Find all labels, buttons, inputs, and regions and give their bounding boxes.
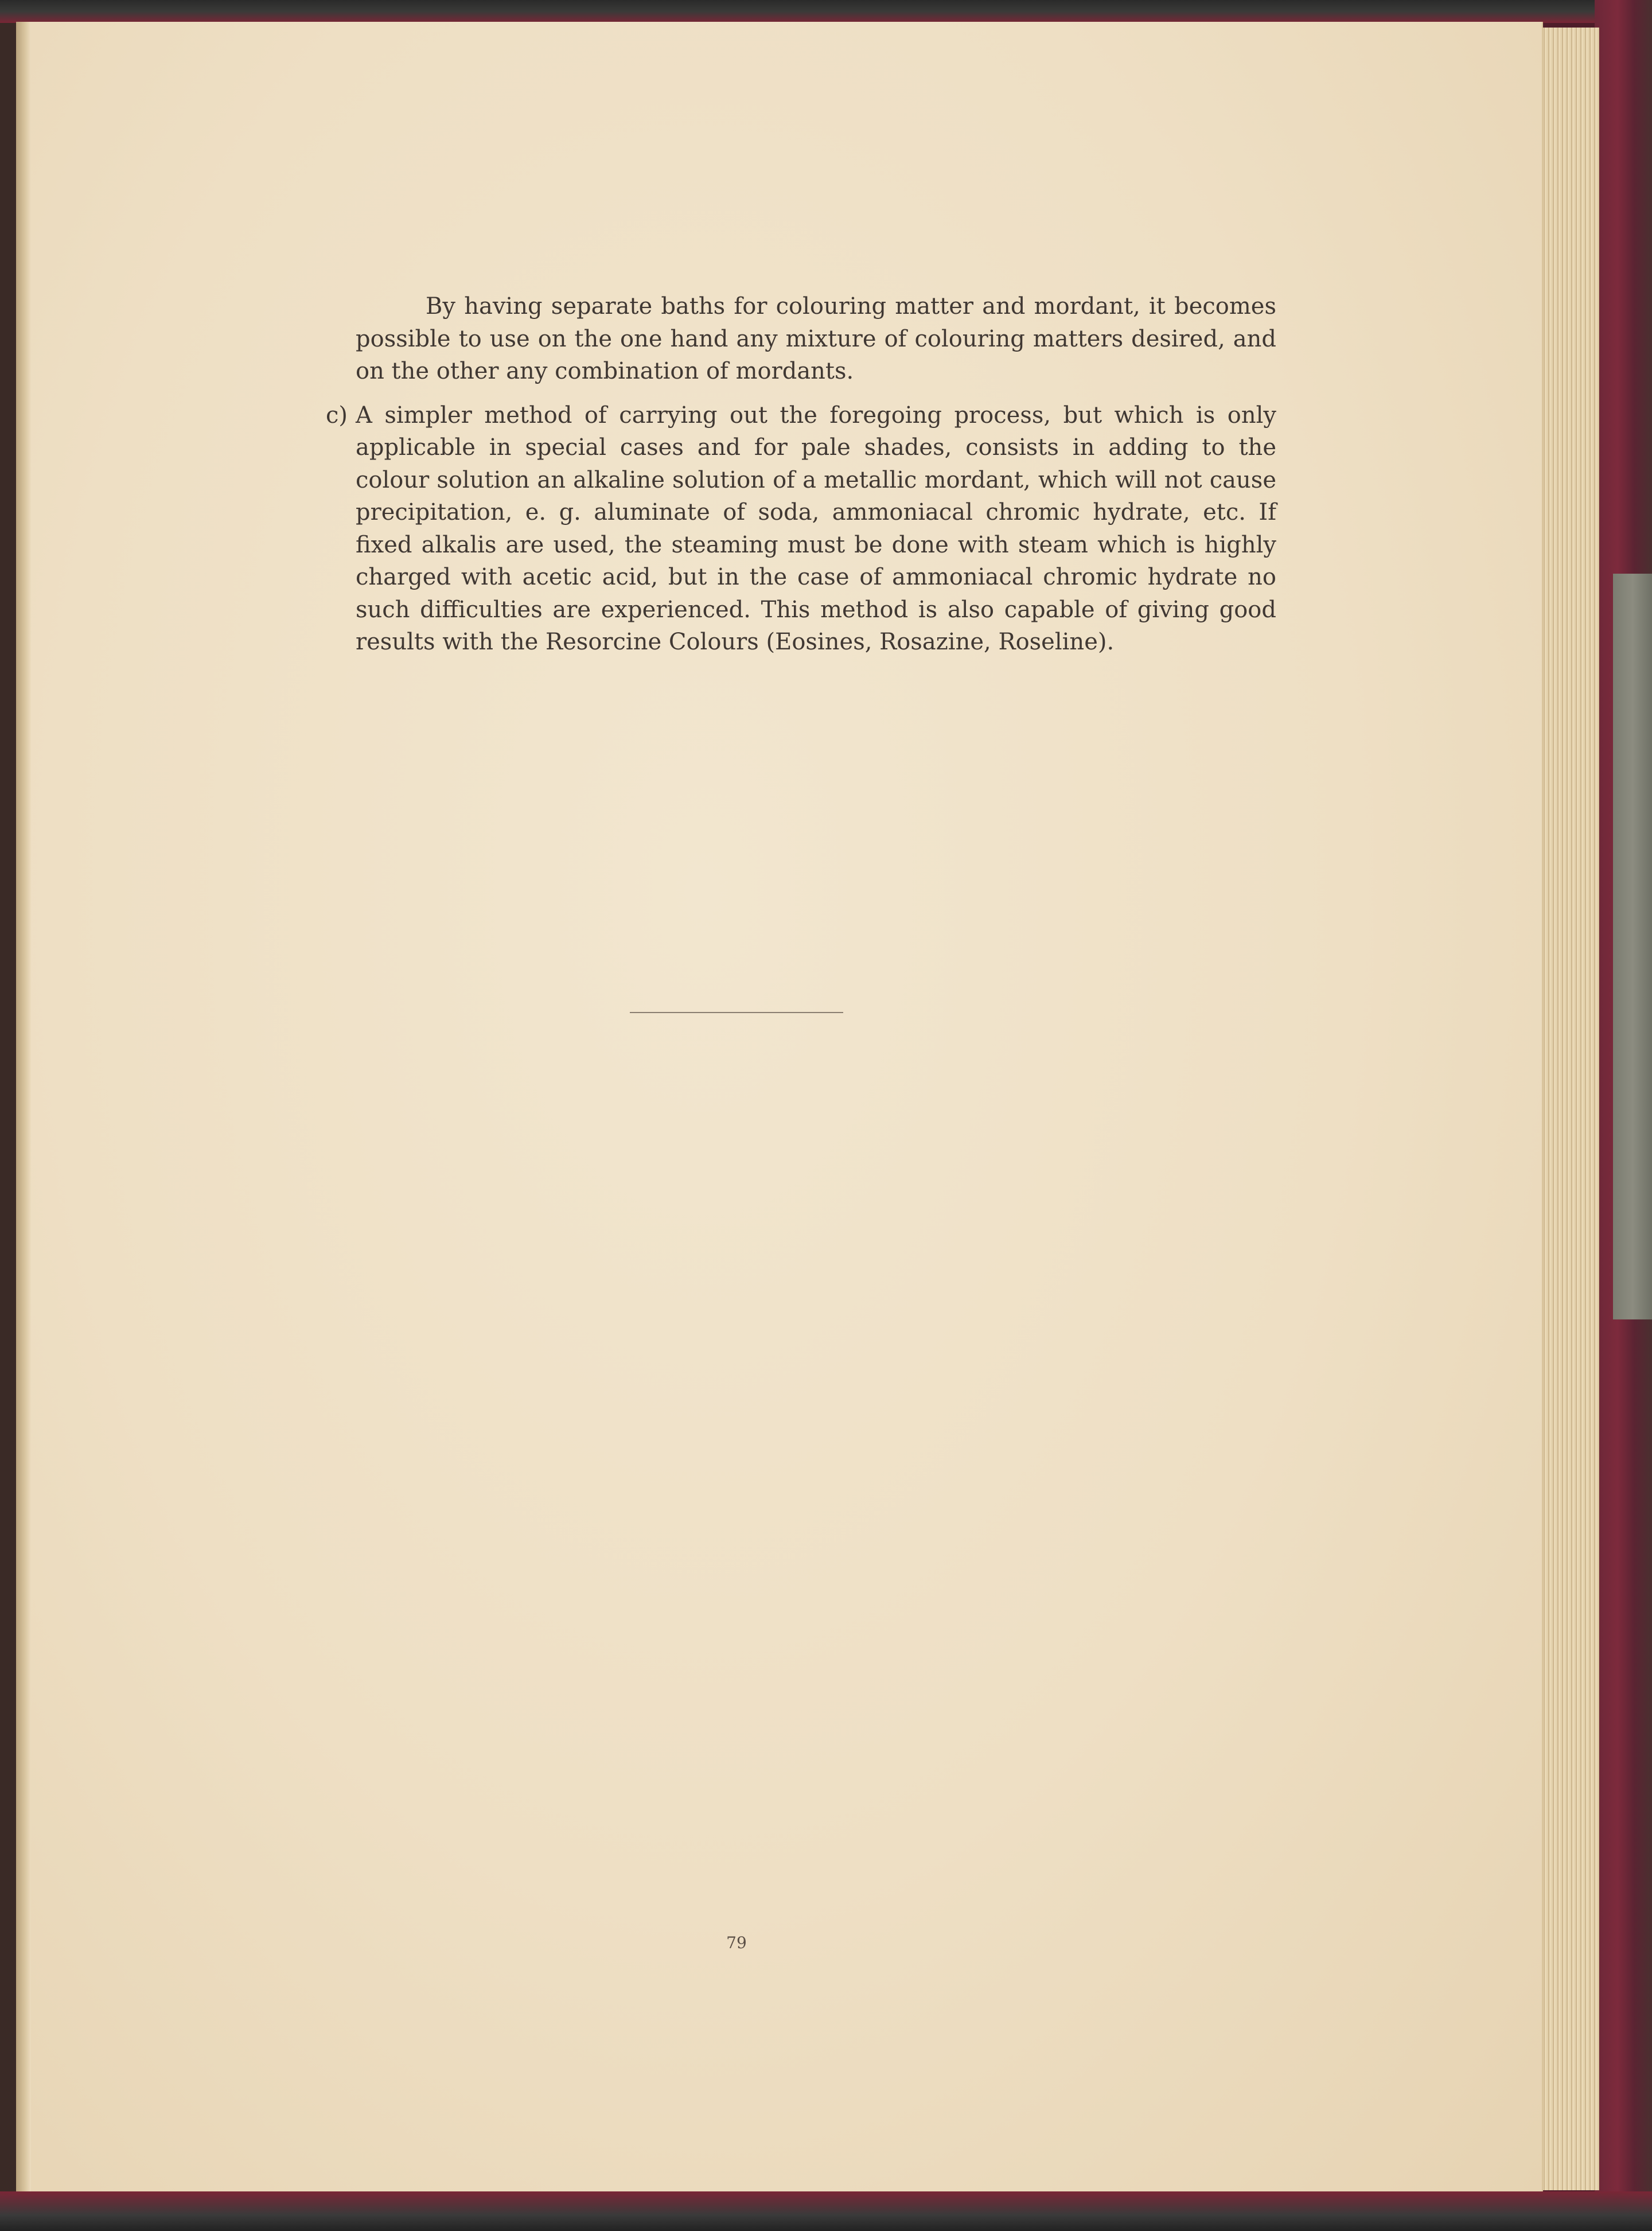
list-item-text: A simpler method of carrying out the foregoing process, but which is only applicable in special cases and for pale shades, consists in adding to the colour solution an alkaline solution of a metallic mordant, which will not cause precipitation, e. g. aluminate of soda, ammoniacal chromic hydrate, etc. If fixed alkalis are used, the steaming must be done with steam which is highly charged with acetic acid, but in the case of ammoniacal chromic hydrate no such difficulties are experienced. This method is also capable of giving good results with the Resorcine Colours (Eosines, Rosazine, Roseline). bbox=[356, 402, 1276, 655]
list-item-label: c) bbox=[326, 402, 348, 429]
paragraph-separate-baths: By having separate baths for colouring matter and mordant, it becomes possible to use on the one hand any mixture of colouring matters desired, and on the other any combination of mordants. bbox=[356, 293, 1276, 384]
binding-cloth-patch bbox=[1613, 574, 1652, 1319]
binding-bottom-edge bbox=[0, 2191, 1652, 2231]
section-divider-rule bbox=[630, 1012, 843, 1013]
page-number: 79 bbox=[726, 1933, 747, 1952]
page-stack-edge bbox=[1542, 28, 1599, 2190]
list-item-c bbox=[321, 399, 1276, 659]
body-text bbox=[321, 290, 1276, 659]
page-gutter bbox=[16, 22, 31, 2196]
binding-top-edge bbox=[0, 0, 1652, 23]
